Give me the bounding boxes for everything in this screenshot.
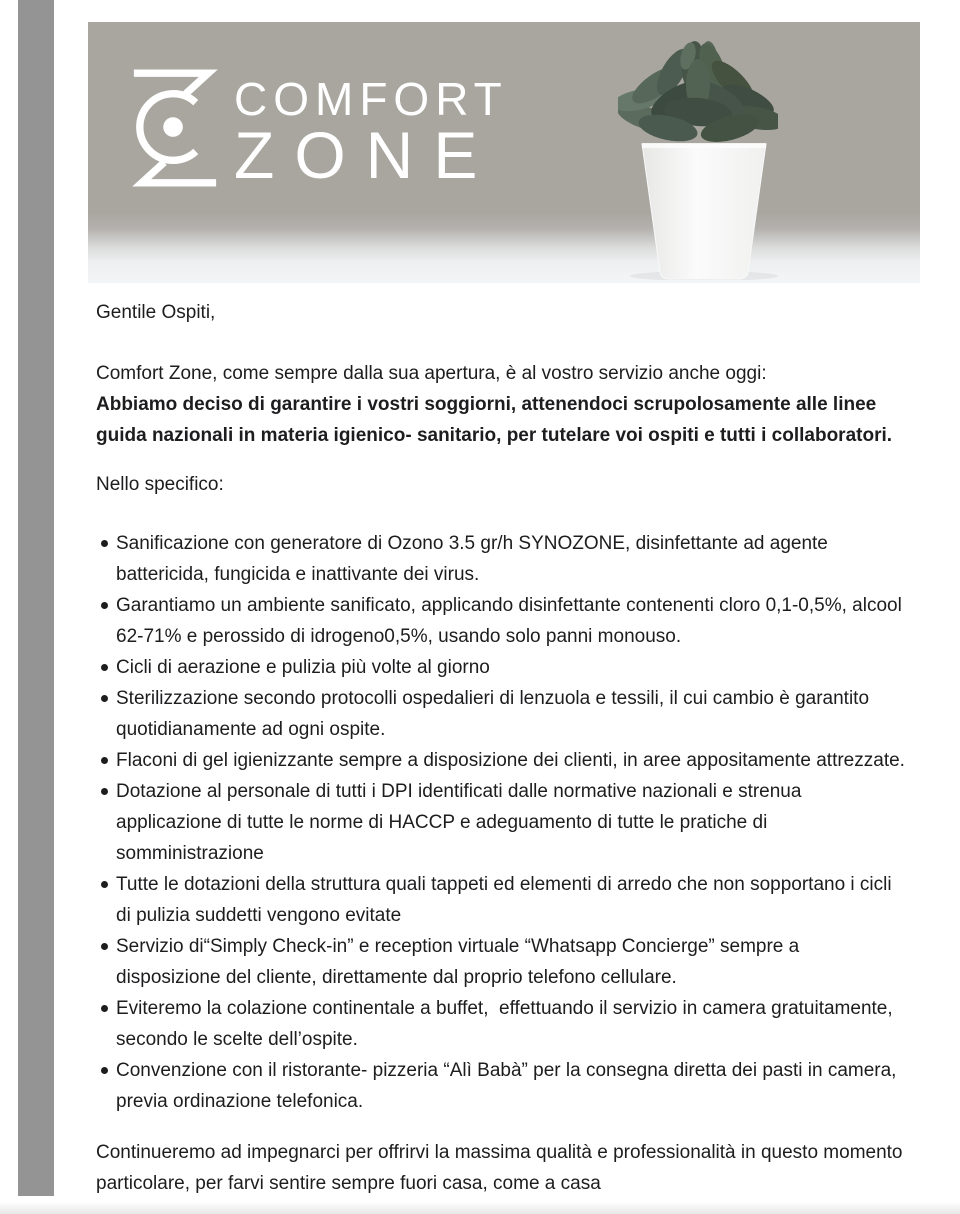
intro-bold-text: Abbiamo deciso di garantire i vostri soggiorni, attenendoci scrupolosamente alle linee guida nazionali in materia igienico- sanitario, per tutelare voi ospiti e tutti i collaboratori. — [96, 394, 893, 446]
intro-text: Comfort Zone, come sempre dalla sua apertura, è al vostro servizio anche oggi: — [96, 363, 767, 384]
vertical-scrollbar[interactable] — [18, 0, 54, 1196]
logo-word-comfort: COMFORT — [234, 73, 508, 125]
list-heading: Nello specifico: — [96, 474, 224, 495]
list-item: Sterilizzazione secondo protocolli ospedalieri di lenzuola e tessili, il cui cambio è garantito quotidianamente ad ogni ospite. — [96, 683, 908, 745]
list-item: Dotazione al personale di tutti i DPI identificati dalle normative nazionali e strenua applicazione di tutte le norme di HACCP e adeguamento di tutte le pratiche di somministrazione — [96, 776, 908, 869]
intro-paragraph — [96, 358, 908, 451]
succulent-plant-icon — [618, 40, 778, 283]
greeting: Gentile Ospiti, — [96, 302, 216, 323]
header-banner-image — [88, 22, 920, 283]
measures-list — [96, 528, 908, 1117]
plant-leaves — [618, 40, 778, 147]
bottom-edge-shade — [0, 1202, 960, 1214]
email-content — [88, 0, 922, 1199]
list-item: Servizio di“Simply Check-in” e reception virtuale “Whatsapp Concierge” sempre a disposizione del cliente, direttamente dal proprio telefono cellulare. — [96, 931, 908, 993]
list-item: Tutte le dotazioni della struttura quali tappeti ed elementi di arredo che non sopportano i cicli di pulizia suddetti vengono evitate — [96, 869, 908, 931]
list-item: Flaconi di gel igienizzante sempre a disposizione dei clienti, in aree appositamente attrezzate. — [96, 745, 908, 776]
letter-body — [88, 297, 908, 1199]
list-item: Eviteremo la colazione continentale a buffet, effettuando il servizio in camera gratuitamente, secondo le scelte dell’ospite. — [96, 993, 908, 1055]
list-item: Garantiamo un ambiente sanificato, applicando disinfettante contenenti cloro 0,1-0,5%, alcool 62-71% e perossido di idrogeno0,5%, usando solo panni monouso. — [96, 590, 908, 652]
logo-wordmark — [234, 73, 508, 192]
comfort-zone-logo-icon — [128, 64, 222, 197]
list-item: Cicli di aerazione e pulizia più volte al giorno — [96, 652, 908, 683]
logo-word-zone: ZONE — [234, 118, 498, 192]
closing-paragraph: Continueremo ad impegnarci per offrirvi la massima qualità e professionalità in questo momento particolare, per farvi sentire sempre fuori casa, come a casa — [96, 1142, 903, 1194]
list-item: Convenzione con il ristorante- pizzeria “Alì Babà” per la consegna diretta dei pasti in camera, previa ordinazione telefonica. — [96, 1055, 908, 1117]
list-item: Sanificazione con generatore di Ozono 3.5 gr/h SYNOZONE, disinfettante ad agente battericida, fungicida e inattivante dei virus. — [96, 528, 908, 590]
plant-pot — [642, 144, 766, 279]
